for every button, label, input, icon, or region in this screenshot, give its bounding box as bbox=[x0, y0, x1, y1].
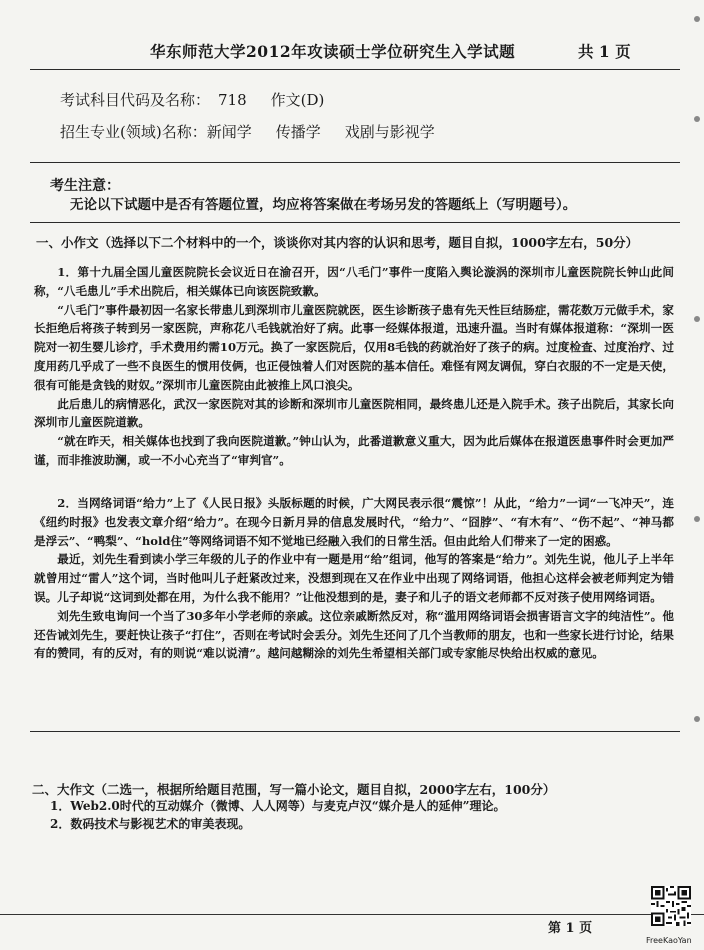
notice-heading: 考生注意： bbox=[50, 178, 120, 194]
qr-code-icon bbox=[651, 886, 691, 926]
material-1 bbox=[34, 263, 674, 470]
header-divider bbox=[30, 69, 680, 70]
material-1-paragraph: 此后患儿的病情恶化，武汉一家医院对其的诊断和深圳市儿童医院相同，最终患儿还是入院手术。孩子出院后，其家长向深圳市儿童医院道歉。 bbox=[34, 396, 674, 430]
material-2 bbox=[34, 494, 674, 663]
subject-code: 718 bbox=[218, 91, 247, 109]
exam-title: 华东师范大学2012年攻读硕士学位研究生入学试题 bbox=[150, 42, 516, 61]
notice-text: 无论以下试题中是否有答题位置，均应将答案做在考场另发的答题纸上（写明题号）。 bbox=[70, 197, 577, 213]
section2-list bbox=[50, 797, 506, 833]
notice-divider bbox=[30, 222, 680, 223]
section2-item: 1．Web2.0时代的互动媒介（微博、人人网等）与麦克卢汉“媒介是人的延伸”理论。 bbox=[50, 799, 506, 813]
material-1-paragraph: “就在昨天，相关媒体也找到了我向医院道歉。”钟山认为，此番道歉意义重大，因为此后媒体在报道医患事件时会更加严谨，而非推波助澜，或一不小心充当了“审判官”。 bbox=[34, 434, 674, 467]
majors-label: 招生专业(领域)名称： bbox=[60, 123, 207, 141]
subject-name: 作文(D) bbox=[270, 91, 325, 109]
section-divider bbox=[30, 731, 680, 732]
material-2-paragraph: 最近，刘先生看到读小学三年级的儿子的作业中有一题是用“给”组词，他写的答案是“给力”。刘先生说，他儿子上半年就曾用过“雷人”这个词，当时他叫儿子赶紧改过来，没想到现在又在作业中出现了网络词语，他担心这样会被老师判定为错误。儿子却说“这词到处都在用，为什么我不能用？”让他没想到的是，妻子和儿子的语文老师都不反对孩子使用网络词语。 bbox=[34, 552, 674, 604]
section1-heading: 一、小作文（选择以下二个材料中的一个，谈谈你对其内容的认识和思考，题目自拟，1000字左右，50分） bbox=[36, 235, 639, 250]
material-2-paragraph: 2．当网络词语“给力”上了《人民日报》头版标题的时候，广大网民表示很“震惊”！从此，“给力”一词“一飞冲天”，连《纽约时报》也发表文章介绍“给力”。在现今日新月异的信息发展时代，“给力”、“囧脖”、“有木有”、“伤不起”、“神马都是浮云”、“鸭梨”、“hold住”等网络词语不知不觉地已经融入我们的日常生活。但由此给人们带来了一定的困惑。 bbox=[34, 496, 674, 548]
binding-hole bbox=[694, 316, 700, 322]
section2-heading: 二、大作文（二选一，根据所给题目范围，写一篇小论文，题目自拟，2000字左右，100分） bbox=[32, 782, 556, 797]
material-1-paragraph: 1．第十九届全国儿童医院院长会议近日在渝召开，因“八毛门”事件一度陷入舆论漩涡的深圳市儿童医院院长钟山此间称，“八毛患儿”手术出院后，相关媒体已向该医院致歉。 bbox=[34, 265, 674, 298]
binding-hole bbox=[694, 716, 700, 722]
subject-line bbox=[60, 89, 324, 110]
major-item: 新闻学 bbox=[206, 123, 252, 141]
footer-divider bbox=[0, 914, 704, 915]
material-1-paragraph: “八毛门”事件最初因一名家长带患儿到深圳市儿童医院就医，医生诊断孩子患有先天性巨结肠症，需花数万元做手术，家长拒绝后将孩子转到另一家医院，声称花八毛钱就治好了病。此事一经媒体报道，迅速升温。当时有媒体报道称：“深圳一医院对一初生婴儿诊疗，手术费用约需10万元。换了一家医院后，仅用8毛钱的药就治好了孩子的病。过度检查、过度治疗、过度用药几乎成了一些不良医生的惯用伎俩，也正侵蚀着人们对医院的基本信任。难怪有网友调侃，穿白衣服的不一定是天使，很有可能是贪钱的财奴。”深圳市儿童医院由此被推上风口浪尖。 bbox=[34, 302, 674, 392]
section2-item: 2．数码技术与影视艺术的审美表现。 bbox=[50, 817, 251, 831]
binding-hole bbox=[694, 116, 700, 122]
binding-hole bbox=[694, 16, 700, 22]
major-item: 戏剧与影视学 bbox=[344, 123, 435, 141]
total-pages: 共 1 页 bbox=[578, 42, 631, 61]
material-2-paragraph: 刘先生致电询问一个当了30多年小学老师的亲戚。这位亲戚断然反对，称“滥用网络词语会损害语言文字的纯洁性”。他还告诫刘先生，要赶快让孩子“打住”，否则在考试时会丢分。刘先生还问了几个当教师的朋友，也和一些家长进行讨论，结果有的赞同，有的反对，有的则说“难以说清”。越问越糊涂的刘先生希望相关部门或专家能尽快给出权威的意见。 bbox=[34, 608, 674, 661]
page-number: 第 1 页 bbox=[548, 921, 593, 936]
binding-hole bbox=[694, 516, 700, 522]
info-divider bbox=[30, 162, 680, 163]
subject-label: 考试科目代码及名称： bbox=[60, 91, 211, 109]
major-item: 传播学 bbox=[275, 123, 321, 141]
majors-line bbox=[60, 121, 435, 142]
watermark-text: FreeKaoYan bbox=[646, 936, 692, 945]
